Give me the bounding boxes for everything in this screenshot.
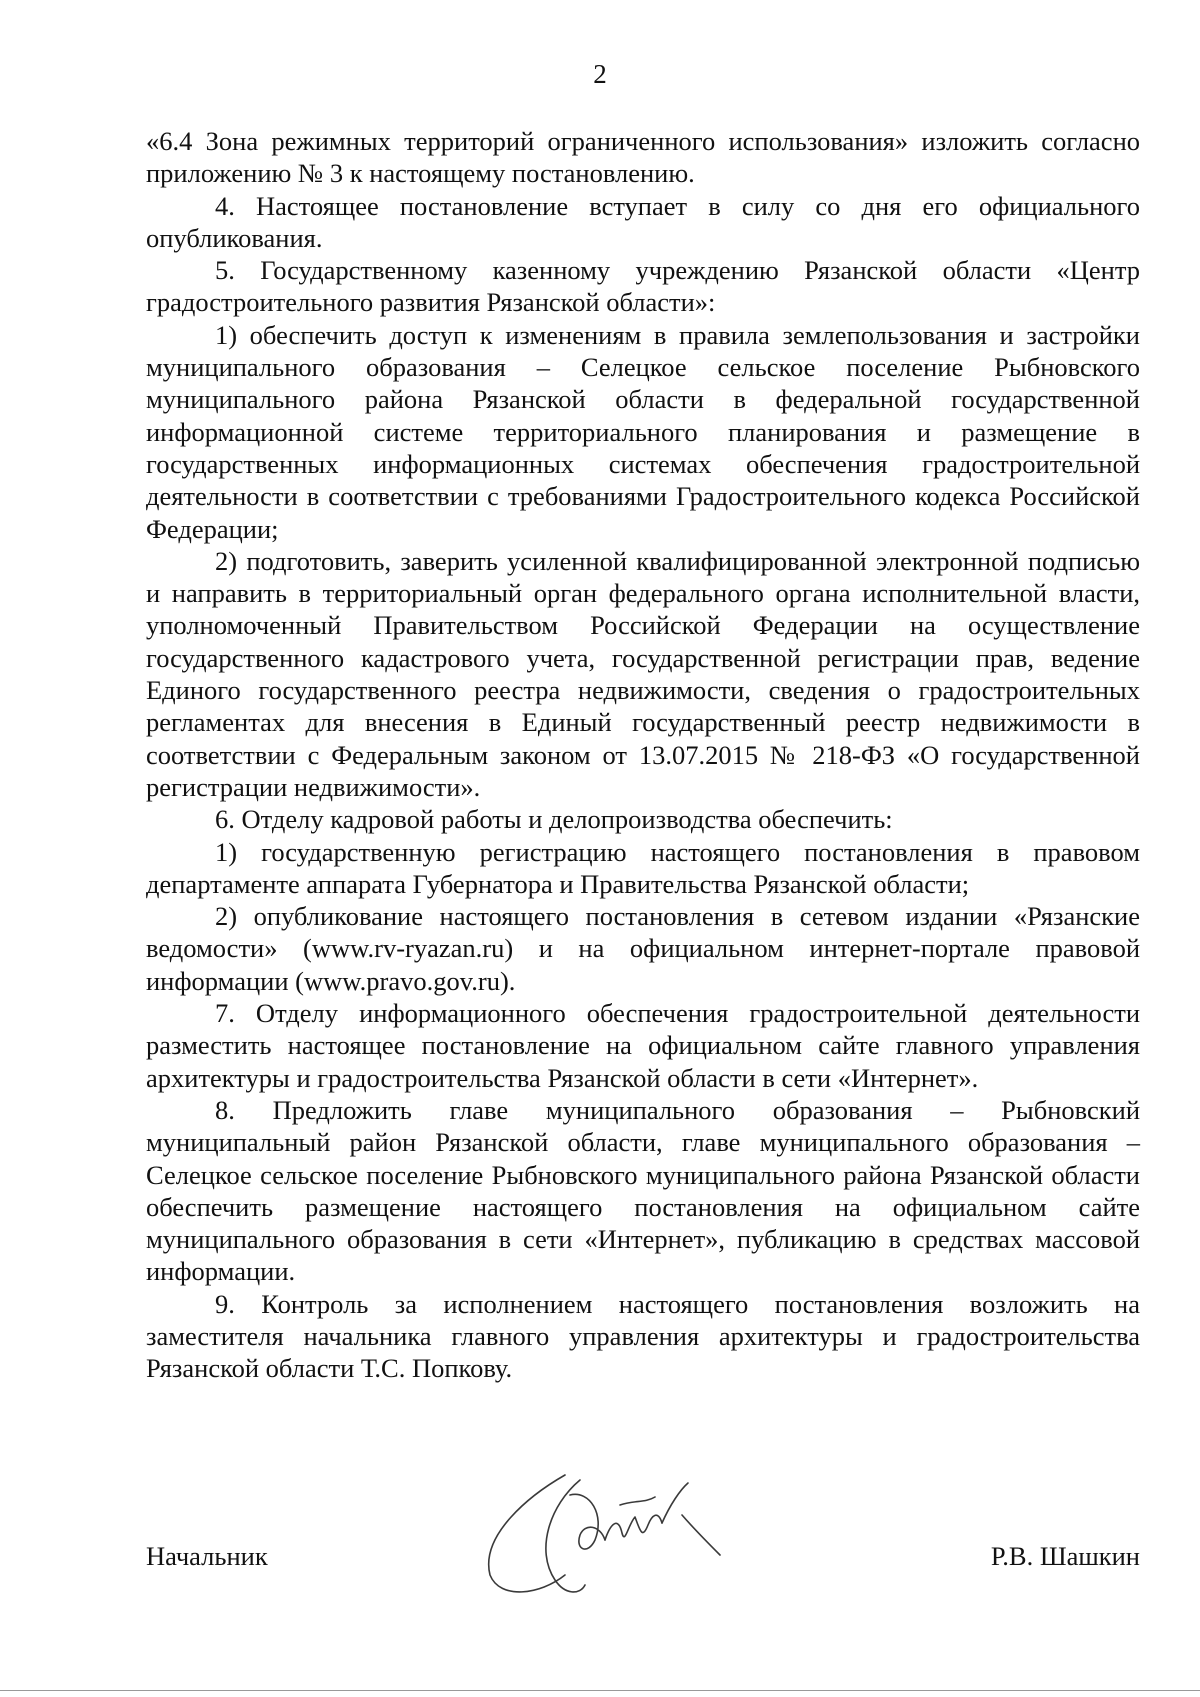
paragraph-item-5: 5. Государственному казенному учреждению Рязанской области «Центр градостроительного развития Рязанской области»: [146, 255, 1140, 318]
page-bottom-edge [0, 1690, 1200, 1691]
paragraph-item-5-1: 1) обеспечить доступ к изменениям в правила землепользования и застройки муниципального образования – Селецкое сельское поселение Рыбновского муниципального района Рязанской области в федеральной государственной информационной системе территориального планирования и размещение в государственных информационных системах обеспечения градостроительной деятельности в соответствии с требованиями Градостроительного кодекса Российской Федерации; [146, 319, 1140, 544]
handwritten-signature [470, 1455, 750, 1605]
paragraph-item-4: 4. Настоящее постановление вступает в силу со дня его официального опубликования. [146, 190, 1140, 253]
signatory-name: Р.В. Шашкин [990, 1541, 1140, 1571]
paragraph-item-8: 8. Предложить главе муниципального образования – Рыбновский муниципальный район Рязанской области, главе муниципального образования – Селецкое сельское поселение Рыбновского муниципального района Рязанской области обеспечить размещение настоящего постановления на официальном сайте муниципального образования в сети «Интернет», публикацию в средствах массовой информации. [146, 1094, 1140, 1287]
document-body [146, 125, 1140, 1385]
paragraph-zone-6-4: «6.4 Зона режимных территорий ограниченного использования» изложить согласно приложению № 3 к настоящему постановлению. [146, 126, 1140, 189]
page-number: 2 [593, 59, 607, 89]
paragraph-item-7: 7. Отделу информационного обеспечения градостроительной деятельности разместить настоящее постановление на официальном сайте главного управления архитектуры и градостроительства Рязанской области в сети «Интернет». [146, 998, 1140, 1093]
paragraph-item-6-2: 2) опубликование настоящего постановления в сетевом издании «Рязанские ведомости» (www.rv-ryazan.ru) и на официальном интернет-портале правовой информации (www.pravo.gov.ru). [146, 901, 1140, 996]
signatory-title: Начальник [146, 1541, 268, 1571]
signature-block [146, 1540, 1140, 1580]
paragraph-item-9: 9. Контроль за исполнением настоящего постановления возложить на заместителя начальника главного управления архитектуры и градостроительства Рязанской области Т.С. Попкову. [146, 1288, 1140, 1384]
paragraph-item-5-2: 2) подготовить, заверить усиленной квалифицированной электронной подписью и направить в территориальный орган федерального органа исполнительной власти, уполномоченный Правительством Российской Федерации на осуществление государственного кадастрового учета, государственной регистрации прав, ведение Единого государственного реестра недвижимости, сведения о градостроительных регламентах для внесения в Единый государственный реестр недвижимости в соответствии с Федеральным законом от 13.07.2015 № 218-ФЗ «О государственной регистрации недвижимости». [146, 545, 1140, 802]
paragraph-item-6-1: 1) государственную регистрацию настоящего постановления в правовом департаменте аппарата Губернатора и Правительства Рязанской области; [146, 836, 1140, 899]
paragraph-item-6: 6. Отделу кадровой работы и делопроизводства обеспечить: [215, 804, 893, 835]
